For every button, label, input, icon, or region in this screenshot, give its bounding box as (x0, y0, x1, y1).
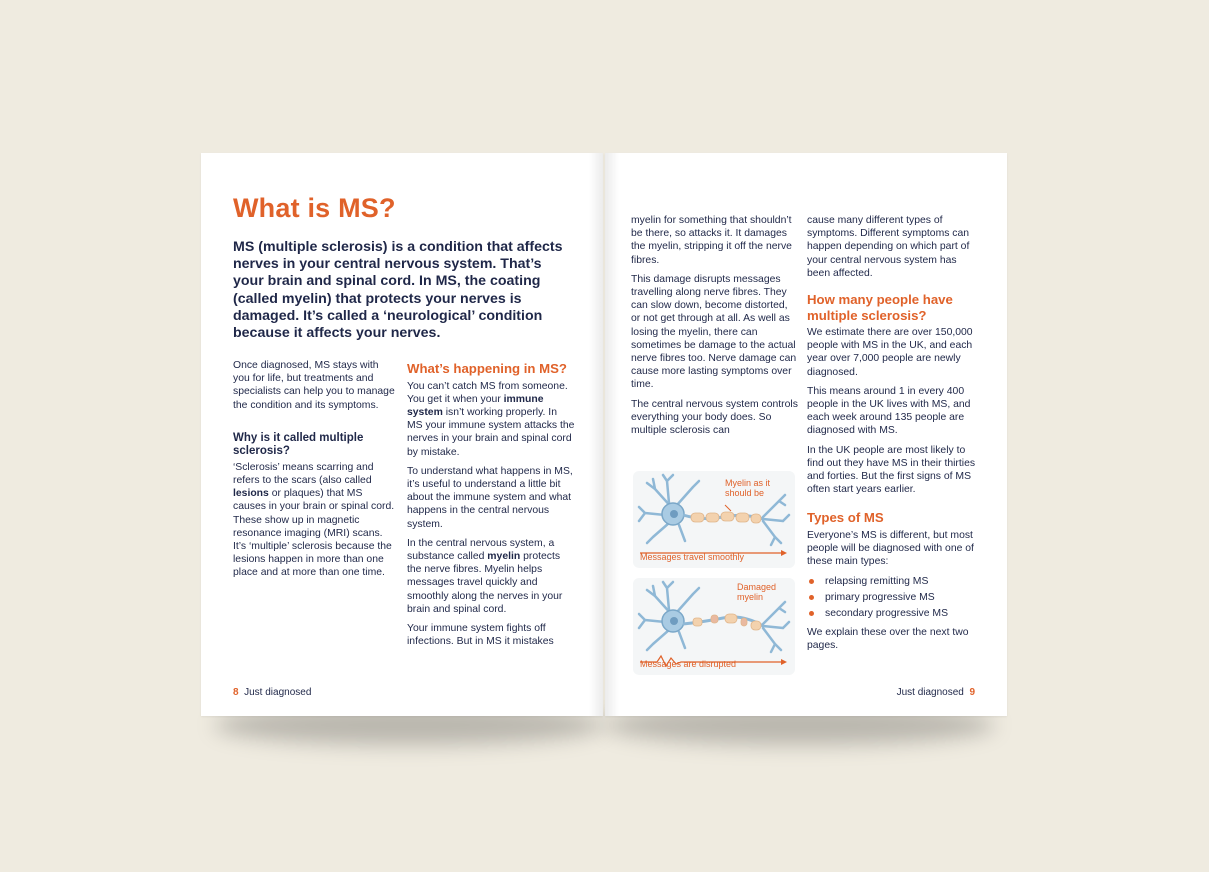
footer-title: Just diagnosed (244, 687, 312, 698)
ms-types-list (807, 575, 977, 621)
cns-paragraph: The central nervous system controls everything your body does. So multiple sclerosis can (631, 398, 798, 437)
intro-paragraph: MS (multiple sclerosis) is a condition that affects nerves in your central nervous system. That’s your brain and spinal cord. In MS, the coating (called myelin) that protects your nerves is damaged. It’s called a ‘neurological’ condition because it affects your nerves. (233, 239, 563, 342)
myelin-text-a: In the central nervous system, a substance called (407, 537, 555, 562)
right-column-1 (631, 214, 799, 443)
age-paragraph: In the UK people are most likely to find out they have MS in their thirties and forties. But the first signs of MS often start years earlier. (807, 444, 976, 496)
why-heading: Why is it called multiple sclerosis? (233, 431, 364, 458)
bullet-icon (809, 595, 814, 600)
list-item (807, 591, 977, 604)
immune-paragraph (407, 380, 575, 459)
sclerosis-text-a: ‘Sclerosis’ means scarring and refers to the scars (also called (233, 461, 374, 487)
type-label: secondary progressive MS (825, 607, 949, 619)
immune-text-b: isn’t working properly. In MS your immune system attacks the nerves in your brain and spinal cord by mistake. (407, 406, 575, 458)
myelin-label: Myelin as it should be (725, 478, 771, 498)
right-page (605, 153, 1007, 716)
right-footer (897, 687, 975, 698)
immune-system-term: immune system (407, 393, 544, 418)
disrupted-caption: Messages are disrupted (640, 659, 737, 669)
understand-paragraph: To understand what happens in MS, it’s useful to understand a little bit about the immune system and what happens in the central nervous system. (407, 465, 573, 530)
happening-heading: What’s happening in MS? (407, 361, 567, 376)
footer-title: Just diagnosed (896, 687, 964, 698)
gutter-shade (589, 153, 603, 716)
left-column-1 (233, 359, 395, 586)
left-footer (233, 687, 311, 698)
page-number: 8 (233, 687, 239, 698)
lesions-term: lesions (233, 488, 269, 500)
damage-paragraph: This damage disrupts messages travelling along nerve fibres. They can slow down, become distorted, or not get through at all. As well as losing the myelin, there can sometimes be damage to the actual nerve fibres too. Nerve damage can cause more lasting symptoms over time. (631, 273, 797, 391)
right-column-2 (807, 214, 977, 659)
type-label: relapsing remitting MS (825, 575, 929, 587)
bullet-icon (809, 579, 814, 584)
attack-paragraph: myelin for something that shouldn’t be there, so attacks it. It damages the myelin, stripping it off the nerve fibres. (631, 215, 792, 266)
type-label: primary progressive MS (825, 591, 935, 603)
spacer (233, 418, 395, 432)
myelin-paragraph (407, 537, 575, 616)
sclerosis-paragraph (233, 461, 395, 580)
diagnosed-paragraph: Once diagnosed, MS stays with you for life, but treatments and specialists can help you to manage the condition and its symptoms. (233, 360, 395, 411)
gutter-shade (605, 153, 619, 716)
symptoms-paragraph: cause many different types of symptoms. Different symptoms can happen depending on which part of your central nervous system has been affected. (807, 215, 970, 279)
types-intro: Everyone’s MS is different, but most people will be diagnosed with one of these main types: (807, 529, 974, 568)
list-item (807, 575, 977, 588)
ratio-paragraph: This means around 1 in every 400 people in the UK lives with MS, and each week around 135 people are diagnosed with MS. (807, 385, 971, 437)
damaged-myelin-label: Damaged myelin (737, 582, 777, 602)
estimate-paragraph: We estimate there are over 150,000 people with MS in the UK, and each year over 7,000 people are newly diagnosed. (807, 327, 973, 378)
sclerosis-text-b: or plaques) that MS causes in your brain or spinal cord. These show up in magnetic resonance imaging (MRI) scans. It’s ‘multiple’ sclerosis because the lesions happen in more than one place and at more than one time. (233, 488, 395, 579)
smooth-caption: Messages travel smoothly (640, 552, 745, 562)
damaged-nerve-diagram (633, 578, 795, 675)
healthy-nerve-diagram (633, 471, 795, 568)
immune-text-a: You can’t catch MS from someone. You get it when your (407, 380, 568, 405)
types-heading: Types of MS (807, 510, 884, 526)
how-many-heading: How many people have multiple sclerosis? (807, 292, 953, 323)
left-page (201, 153, 603, 716)
left-column-2 (407, 361, 575, 654)
page-number: 9 (969, 687, 975, 698)
list-item (807, 607, 977, 620)
infections-paragraph: Your immune system fights off infections. But in MS it mistakes (407, 622, 554, 648)
myelin-text-b: protects the nerve fibres. Myelin helps messages travel quickly and smoothly along the nerves in your brain and spinal cord. (407, 550, 563, 615)
next-pages-paragraph: We explain these over the next two pages. (807, 627, 969, 652)
bullet-icon (809, 611, 814, 616)
myelin-term: myelin (487, 550, 521, 562)
page-title: What is MS? (233, 193, 396, 223)
